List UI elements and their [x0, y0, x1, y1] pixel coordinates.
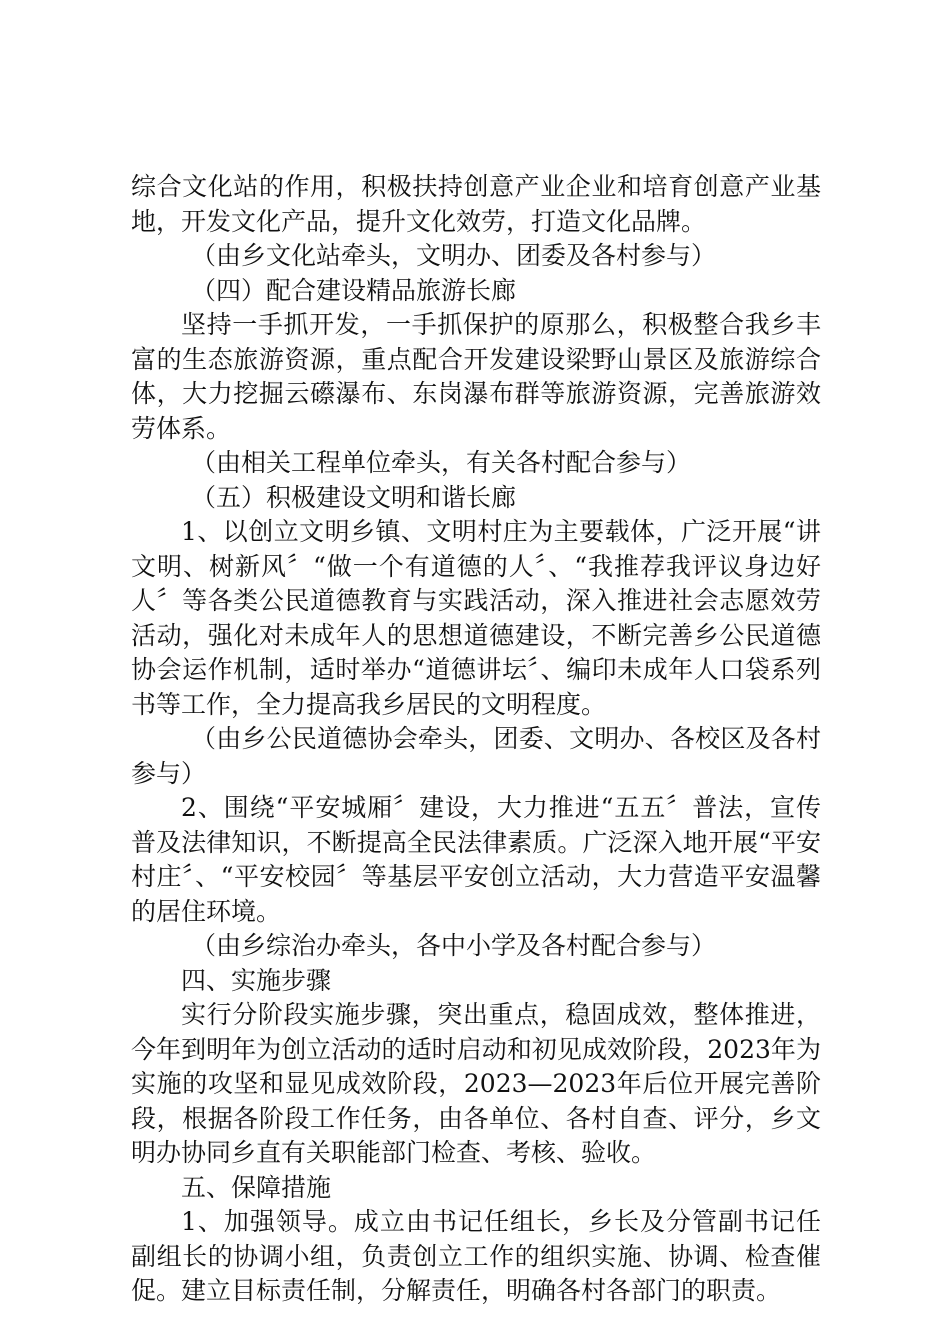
paragraph-tourism: 坚持一手抓开发，一手抓保护的原那么，积极整合我乡丰富的生态旅游资源，重点配合开发建设梁野山景区及旅游综合体，大力挖掘云礤瀑布、东岗瀑布群等旅游资源，完善旅游效劳体系。 — [131, 310, 821, 443]
paragraph-civilization-2: 2、围绕“平安城厢〞建设，大力推进“五五〞普法，宣传普及法律知识，不断提高全民法律素质。广泛深入地开展“平安村庄〞、“平安校园〞等基层平安创立活动，大力营造平安温馨的居住环境。 — [131, 793, 821, 926]
paragraph-cultural-station: 综合文化站的作用，积极扶持创意产业企业和培育创意产业基地，开发文化产品，提升文化效劳，打造文化品牌。 — [131, 172, 821, 236]
section-heading-civilization: （五）积极建设文明和谐长廊 — [191, 482, 517, 512]
note-civilization-2: （由乡综治办牵头，各中小学及各村配合参与） — [191, 931, 717, 960]
note-tourism: （由相关工程单位牵头，有关各村配合参与） — [191, 448, 692, 477]
section-heading-steps: 四、实施步骤 — [181, 965, 332, 995]
document-body — [131, 170, 821, 1309]
section-heading-tourism: （四）配合建设精品旅游长廊 — [191, 275, 517, 305]
paragraph-civilization-1: 1、以创立文明乡镇、文明村庄为主要载体，广泛开展“讲文明、树新风〞“做一个有道德的人〞、“我推荐我评议身边好人〞等各类公民道德教育与实践活动，深入推进社会志愿效劳活动，强化对未成年人的思想道德建设，不断完善乡公民道德协会运作机制，适时举办“道德讲坛〞、编印未成年人口袋系列书等工作，全力提高我乡居民的文明程度。 — [131, 517, 821, 719]
note-civilization-1: （由乡公民道德协会牵头，团委、文明办、各校区及各村参与） — [131, 724, 821, 788]
paragraph-measures-1: 1、加强领导。成立由书记任组长，乡长及分管副书记任副组长的协调小组，负责创立工作的组织实施、协调、检查催促。建立目标责任制，分解责任，明确各村各部门的职责。 — [131, 1207, 821, 1305]
section-heading-measures: 五、保障措施 — [181, 1172, 332, 1202]
paragraph-steps: 实行分阶段实施步骤，突出重点，稳固成效，整体推进，今年到明年为创立活动的适时启动和初见成效阶段，2023年为实施的攻坚和显见成效阶段，2023—2023年后位开展完善阶段，根据各阶段工作任务，由各单位、各村自查、评分，乡文明办协同乡直有关职能部门检查、考核、验收。 — [131, 1000, 821, 1167]
note-cultural-station: （由乡文化站牵头，文明办、团委及各村参与） — [191, 241, 717, 270]
